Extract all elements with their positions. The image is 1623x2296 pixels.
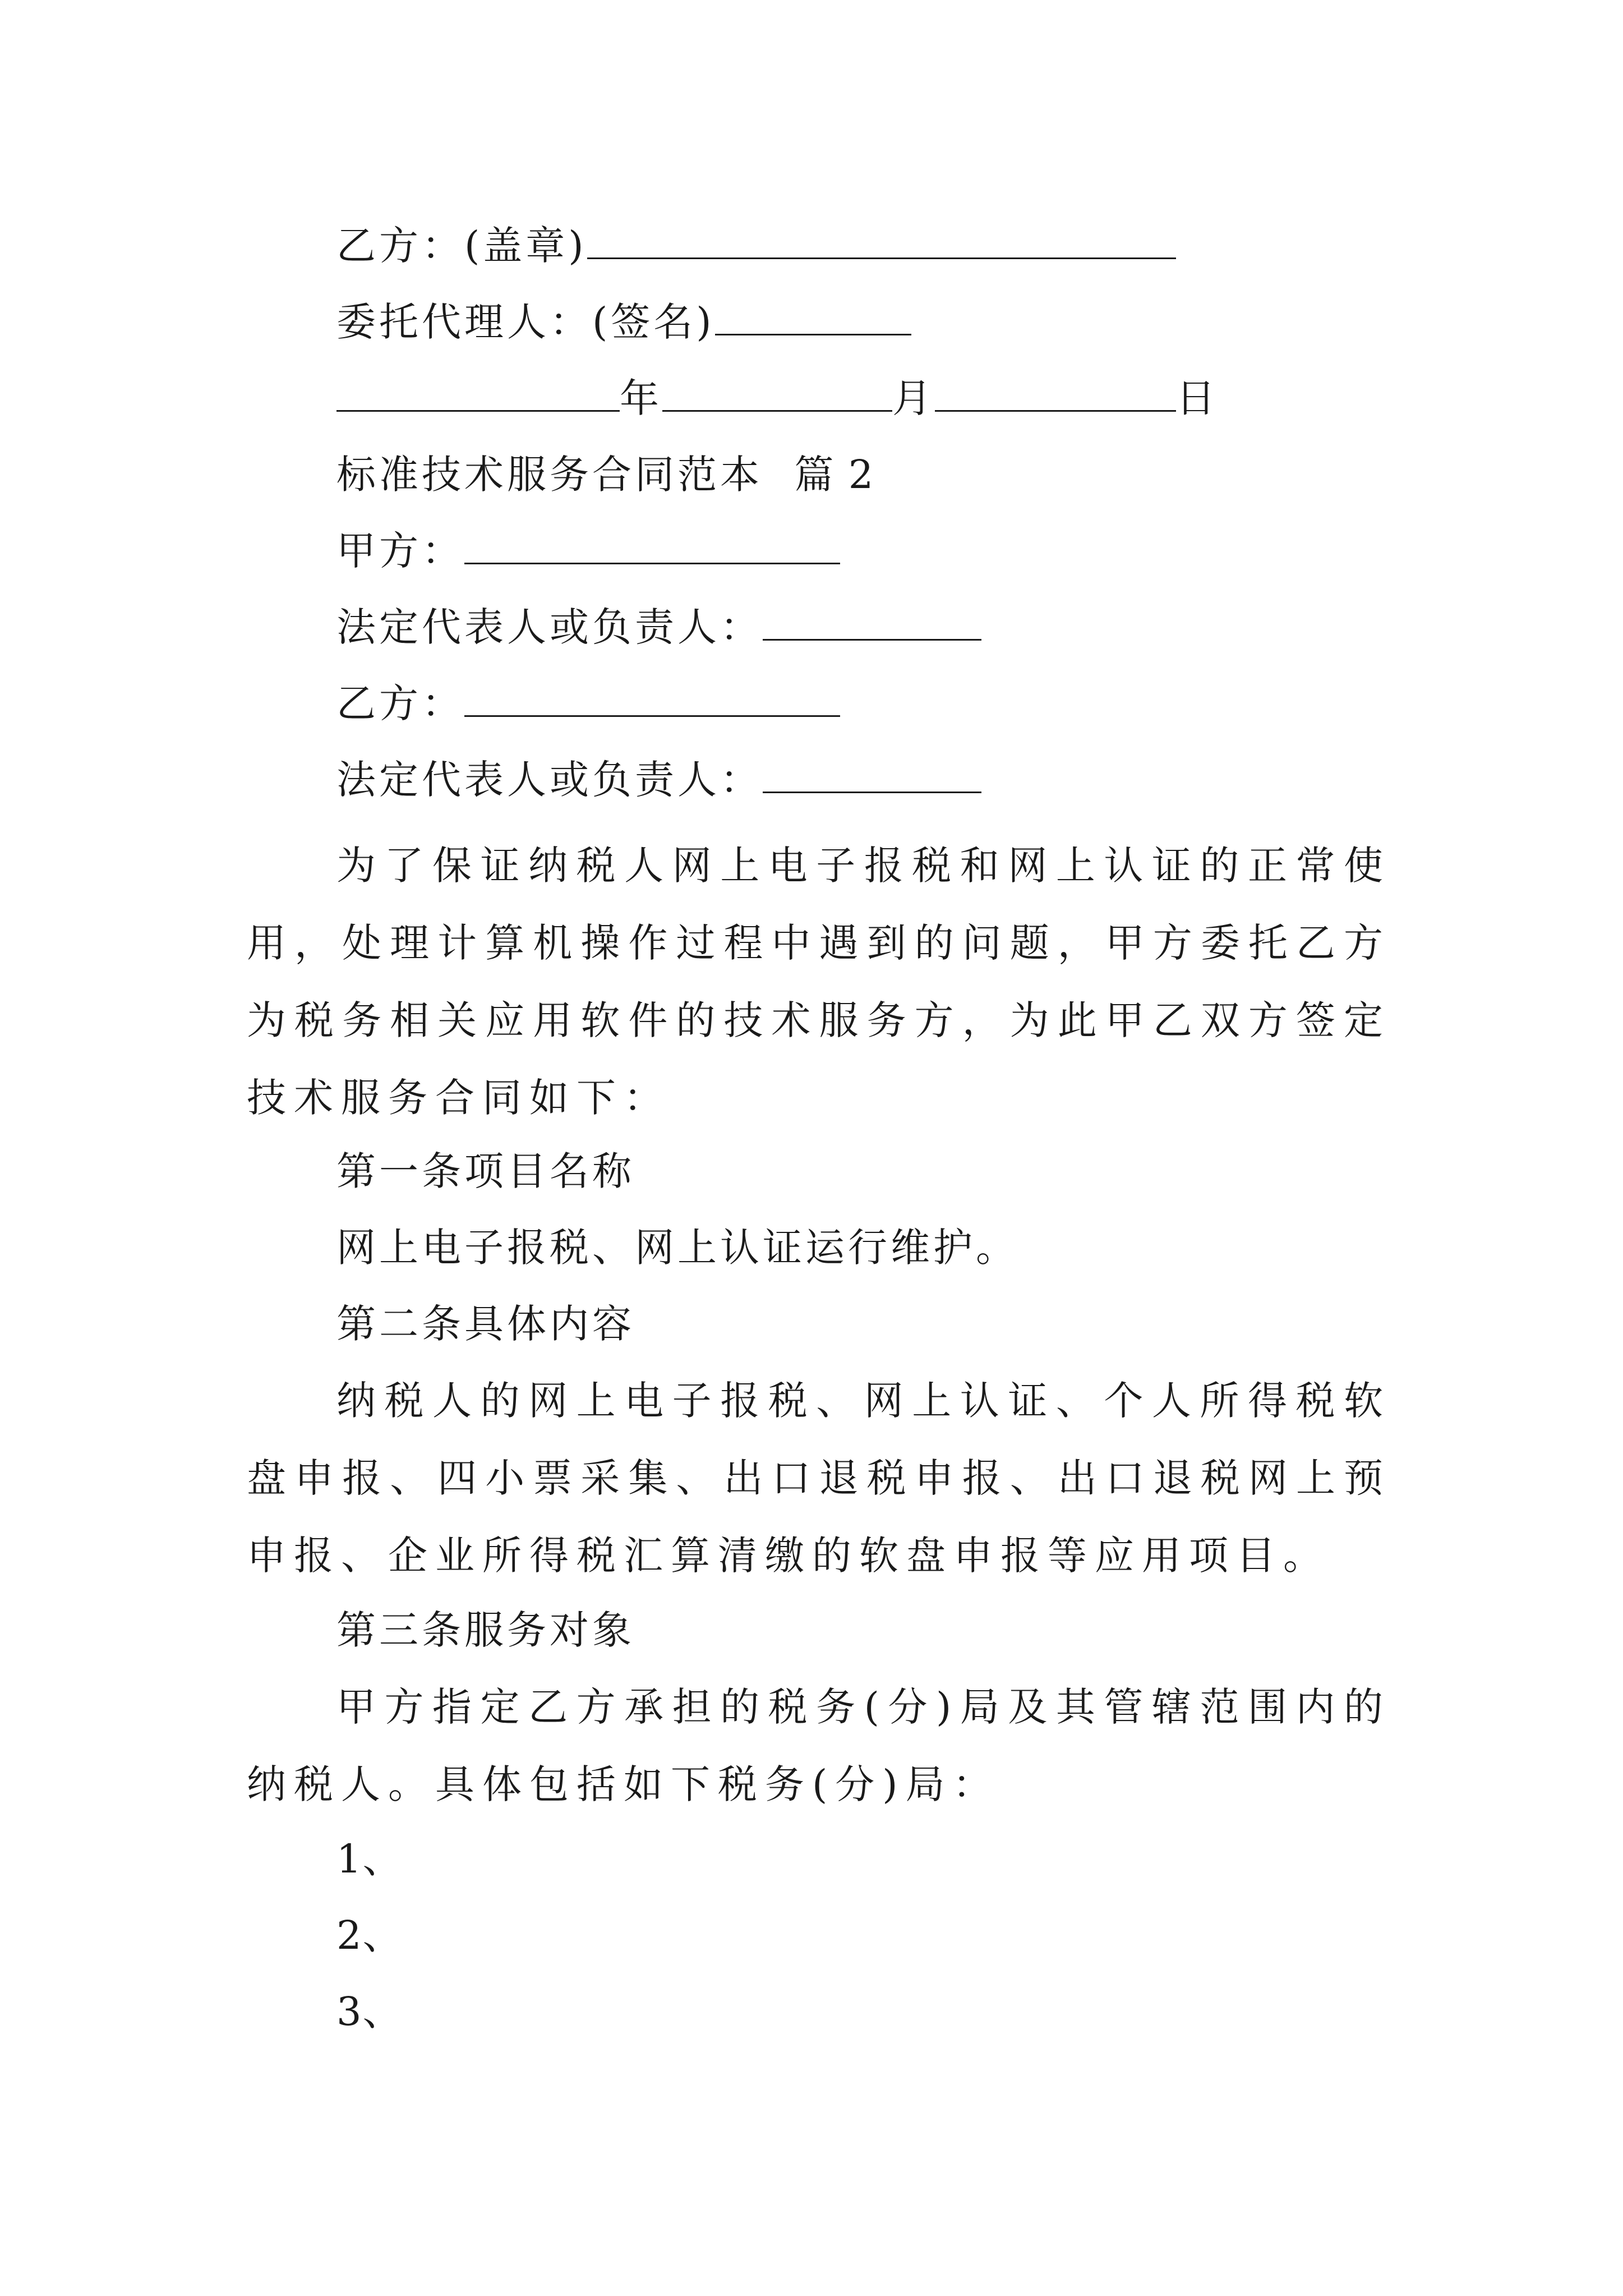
list-item: 2、 [336, 1912, 403, 1958]
section-number: 篇 2 [794, 452, 875, 498]
rep-b-blank [763, 752, 981, 793]
day-blank [935, 371, 1176, 412]
date-line [336, 370, 1219, 426]
section-title: 标准技术服务合同范本 [336, 452, 763, 498]
agent-sign-blank [715, 295, 911, 335]
rep-a-line [336, 599, 981, 655]
agent-sign-line [336, 294, 911, 350]
party-b-seal-line [336, 218, 1176, 274]
list-item: 3、 [336, 1989, 403, 2035]
day-label: 日 [1176, 375, 1219, 421]
year-label: 年 [620, 375, 662, 421]
rep-b-label: 法定代表人或负责人： [336, 757, 763, 803]
party-b-blank [464, 676, 840, 717]
year-blank [336, 371, 620, 412]
rep-a-label: 法定代表人或负责人： [336, 604, 763, 650]
party-b-seal-blank [587, 218, 1176, 259]
party-b-line [336, 675, 840, 731]
party-a-blank [464, 523, 840, 564]
intro-paragraph: 为了保证纳税人网上电子报税和网上认证的正常使用，处理计算机操作过程中遇到的问题，甲方委托乙方为税务相关应用软件的技术服务方，为此甲乙双方签定技术服务合同如下： [247, 843, 1391, 1121]
article-2-heading: 第二条具体内容 [336, 1301, 635, 1347]
month-blank [662, 371, 892, 412]
month-label: 月 [892, 375, 935, 421]
rep-a-blank [763, 600, 981, 641]
article-2-body: 纳税人的网上电子报税、网上认证、个人所得税软盘申报、四小票采集、出口退税申报、出口退税网上预申报、企业所得税汇算清缴的软盘申报等应用项目。 [247, 1378, 1391, 1579]
rep-b-line [336, 752, 981, 808]
article-3-body: 甲方指定乙方承担的税务(分)局及其管辖范围内的纳税人。具体包括如下税务(分)局： [247, 1684, 1391, 1807]
agent-sign-label: 委托代理人：(签名) [336, 299, 715, 345]
section-heading [336, 447, 874, 503]
party-b-label: 乙方： [336, 680, 464, 726]
list-item: 1、 [336, 1836, 403, 1882]
article-3-heading: 第三条服务对象 [336, 1607, 635, 1653]
party-b-seal-label: 乙方：(盖章) [336, 223, 587, 269]
article-1-body: 网上电子报税、网上认证运行维护。 [336, 1225, 1018, 1271]
party-a-label: 甲方： [336, 528, 464, 574]
article-1-heading: 第一条项目名称 [336, 1148, 635, 1194]
party-a-line [336, 523, 840, 579]
